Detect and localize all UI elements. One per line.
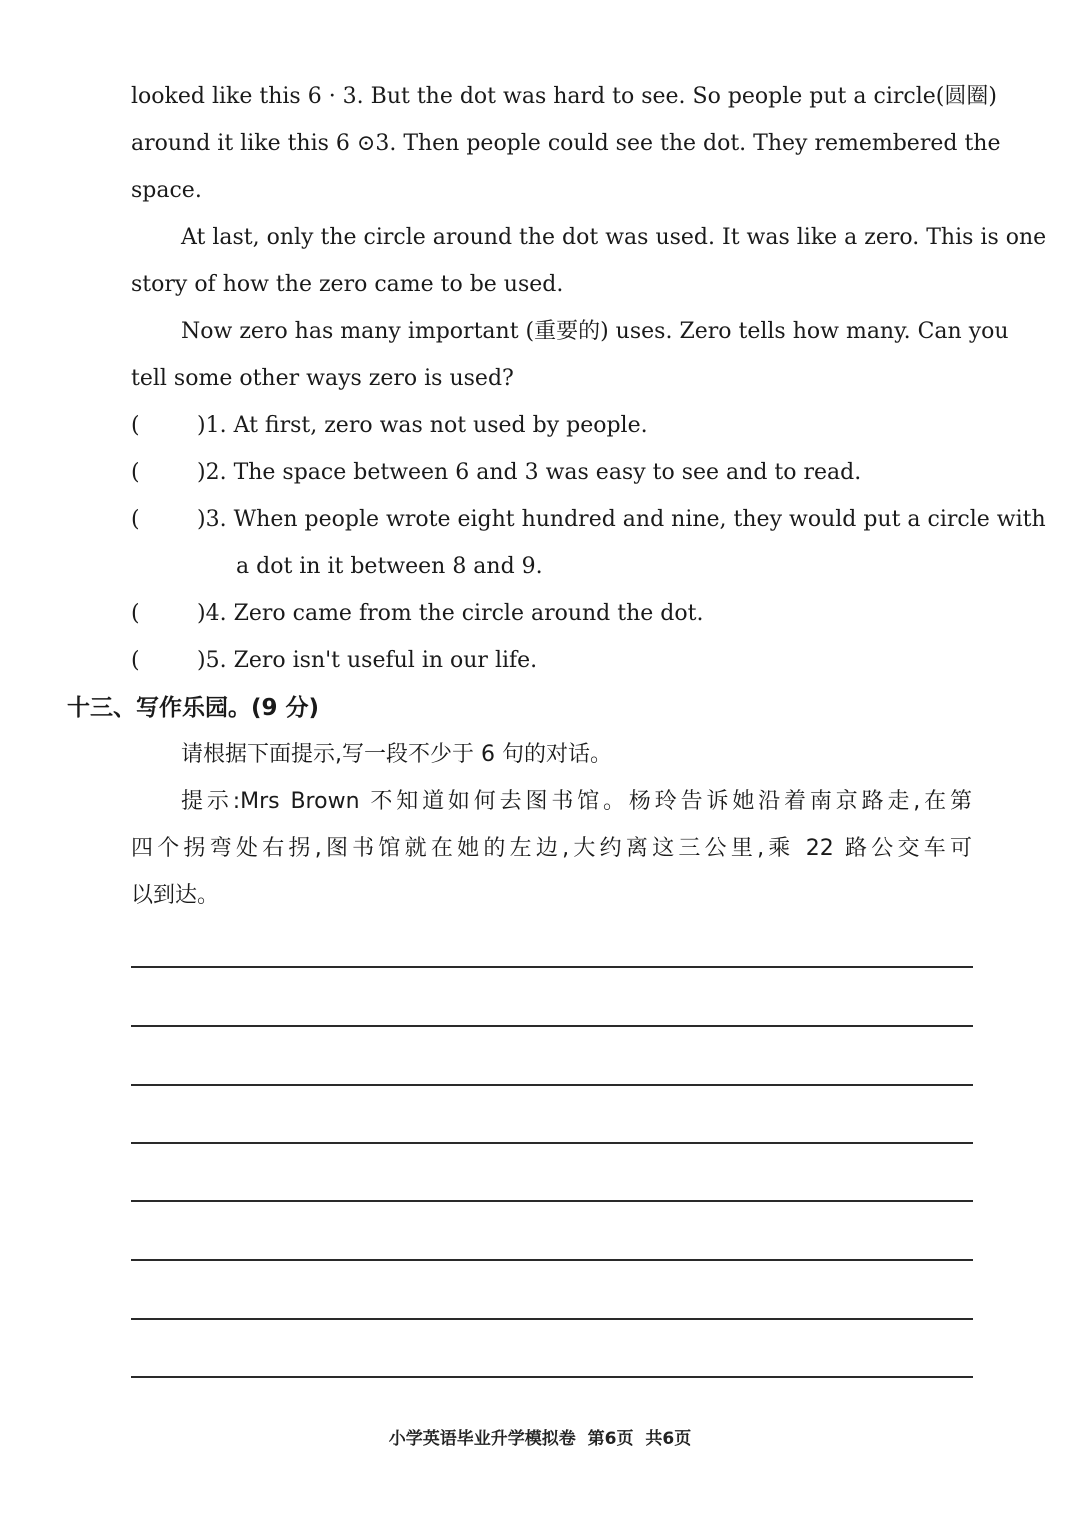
passage-line-2: around it like this 6 ⊙3. Then people could see the dot. They remembered the: [131, 131, 1001, 156]
answer-blank-4[interactable]: (: [131, 601, 140, 626]
writing-line-5[interactable]: [131, 1200, 973, 1202]
writing-line-6[interactable]: [131, 1259, 973, 1261]
answer-blank-2[interactable]: (: [131, 460, 140, 485]
answer-blank-5[interactable]: (: [131, 648, 140, 673]
writing-line-1[interactable]: [131, 966, 973, 968]
question-1-text: )1. At first, zero was not used by people.: [197, 413, 648, 438]
writing-line-8[interactable]: [131, 1376, 973, 1378]
answer-blank-1[interactable]: (: [131, 413, 140, 438]
question-3-text: )3. When people wrote eight hundred and nine, they would put a circle with: [197, 507, 1046, 532]
writing-line-2[interactable]: [131, 1025, 973, 1027]
writing-line-3[interactable]: [131, 1084, 973, 1086]
writing-line-7[interactable]: [131, 1318, 973, 1320]
section-13-title: 十三、写作乐园。(9 分): [67, 695, 320, 721]
passage-line-7: tell some other ways zero is used?: [131, 366, 514, 391]
question-2-text: )2. The space between 6 and 3 was easy to see and to read.: [197, 460, 862, 485]
passage-line-1: looked like this 6 · 3. But the dot was hard to see. So people put a circle(圆圈): [131, 84, 997, 109]
question-5-text: )5. Zero isn't useful in our life.: [197, 648, 538, 673]
passage-line-4: At last, only the circle around the dot was used. It was like a zero. This is one: [181, 225, 1047, 250]
writing-hint-line-2: 四个拐弯处右拐,图书馆就在她的左边,大约离这三公里,乘 22 路公交车可: [131, 836, 972, 861]
writing-hint-line-3: 以到达。: [131, 883, 220, 908]
passage-line-6: Now zero has many important (重要的) uses. Zero tells how many. Can you: [181, 319, 1009, 344]
answer-blank-3[interactable]: (: [131, 507, 140, 532]
question-3-continuation: a dot in it between 8 and 9.: [236, 554, 543, 579]
writing-line-4[interactable]: [131, 1142, 973, 1144]
writing-hint-line-1: 提示:Mrs Brown 不知道如何去图书馆。杨玲告诉她沿着南京路走,在第: [181, 789, 972, 814]
passage-line-5: story of how the zero came to be used.: [131, 272, 564, 297]
writing-instruction: 请根据下面提示,写一段不少于 6 句的对话。: [181, 742, 612, 767]
passage-line-3: space.: [131, 178, 202, 203]
page-footer: 小学英语毕业升学模拟卷 第6页 共6页: [388, 1429, 692, 1449]
question-4-text: )4. Zero came from the circle around the dot.: [197, 601, 704, 626]
